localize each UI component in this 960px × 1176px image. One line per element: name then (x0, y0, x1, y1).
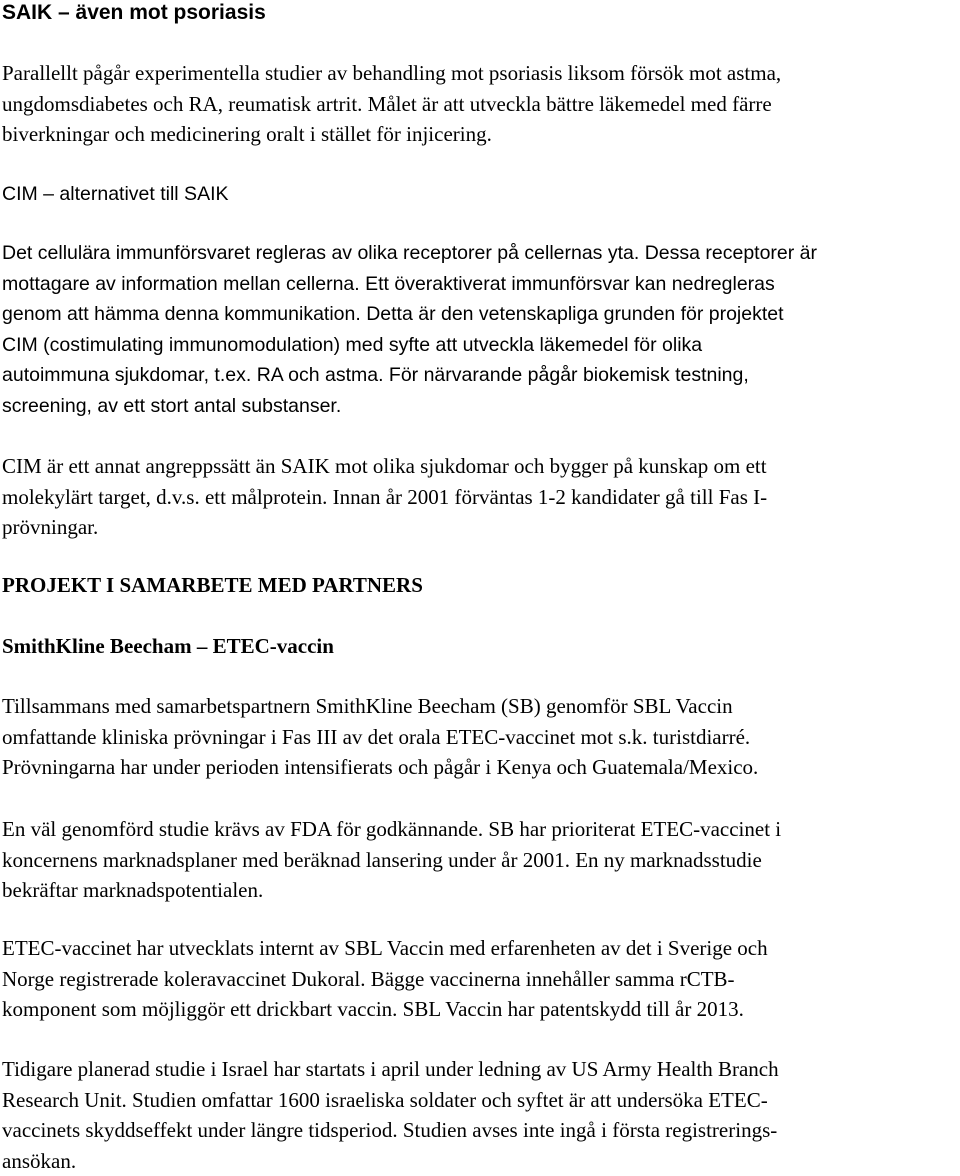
paragraph-line: Prövningarna har under perioden intensifierats och pågår i Kenya och Guatemala/Mexico. (2, 752, 758, 783)
paragraph-line: CIM (costimulating immunomodulation) med syfte att utveckla läkemedel för olika (2, 330, 817, 361)
paragraph-line: Tillsammans med samarbetspartnern SmithKline Beecham (SB) genomför SBL Vaccin (2, 691, 758, 722)
projects-heading: PROJEKT I SAMARBETE MED PARTNERS (2, 570, 423, 601)
paragraph-line: screening, av ett stort antal substanser. (2, 391, 817, 422)
paragraph-line: ETEC-vaccinet har utvecklats internt av SBL Vaccin med erfarenheten av det i Sverige och (2, 933, 768, 964)
etec-heading: SmithKline Beecham – ETEC-vaccin (2, 631, 334, 662)
etec-paragraph-4 (2, 1054, 779, 1176)
paragraph-line: genom att hämma denna kommunikation. Detta är den vetenskapliga grunden för projektet (2, 299, 817, 330)
paragraph-line: komponent som möjliggör ett drickbart vaccin. SBL Vaccin har patentskydd till år 2013. (2, 994, 768, 1025)
paragraph-line: omfattande kliniska prövningar i Fas III av det orala ETEC-vaccinet mot s.k. turistdiarré. (2, 722, 758, 753)
saik-paragraph (2, 58, 781, 150)
etec-paragraph-1 (2, 691, 758, 783)
paragraph-line: biverkningar och medicinering oralt i stället för injicering. (2, 119, 781, 150)
paragraph-line: ungdomsdiabetes och RA, reumatisk artrit. Målet är att utveckla bättre läkemedel med färre (2, 89, 781, 120)
paragraph-line: Norge registrerade koleravaccinet Dukoral. Bägge vaccinerna innehåller samma rCTB- (2, 964, 768, 995)
paragraph-line: koncernens marknadsplaner med beräknad lansering under år 2001. En ny marknadsstudie (2, 845, 781, 876)
paragraph-line: CIM är ett annat angreppssätt än SAIK mot olika sjukdomar och bygger på kunskap om ett (2, 451, 767, 482)
cim-paragraph-2 (2, 451, 767, 543)
paragraph-line: molekylärt target, d.v.s. ett målprotein. Innan år 2001 förväntas 1-2 kandidater gå till Fas I- (2, 482, 767, 513)
paragraph-line: Research Unit. Studien omfattar 1600 israeliska soldater och syftet är att undersöka ETEC- (2, 1085, 779, 1116)
etec-paragraph-2 (2, 814, 781, 906)
cim-heading: CIM – alternativet till SAIK (2, 179, 229, 210)
paragraph-line: En väl genomförd studie krävs av FDA för godkännande. SB har prioriterat ETEC-vaccinet i (2, 814, 781, 845)
paragraph-line: Parallellt pågår experimentella studier av behandling mot psoriasis liksom försök mot astma, (2, 58, 781, 89)
paragraph-line: vaccinets skyddseffekt under längre tidsperiod. Studien avses inte ingå i första registrerings- (2, 1115, 779, 1146)
paragraph-line: Tidigare planerad studie i Israel har startats i april under ledning av US Army Health Branch (2, 1054, 779, 1085)
paragraph-line: autoimmuna sjukdomar, t.ex. RA och astma. För närvarande pågår biokemisk testning, (2, 360, 817, 391)
cim-paragraph-1 (2, 238, 817, 421)
paragraph-line: mottagare av information mellan cellerna. Ett överaktiverat immunförsvar kan nedregleras (2, 269, 817, 300)
paragraph-line: prövningar. (2, 512, 767, 543)
paragraph-line: bekräftar marknadspotentialen. (2, 875, 781, 906)
saik-heading: SAIK – även mot psoriasis (2, 0, 266, 29)
paragraph-line: ansökan. (2, 1146, 779, 1176)
etec-paragraph-3 (2, 933, 768, 1025)
paragraph-line: Det cellulära immunförsvaret regleras av olika receptorer på cellernas yta. Dessa receptorer är (2, 238, 817, 269)
